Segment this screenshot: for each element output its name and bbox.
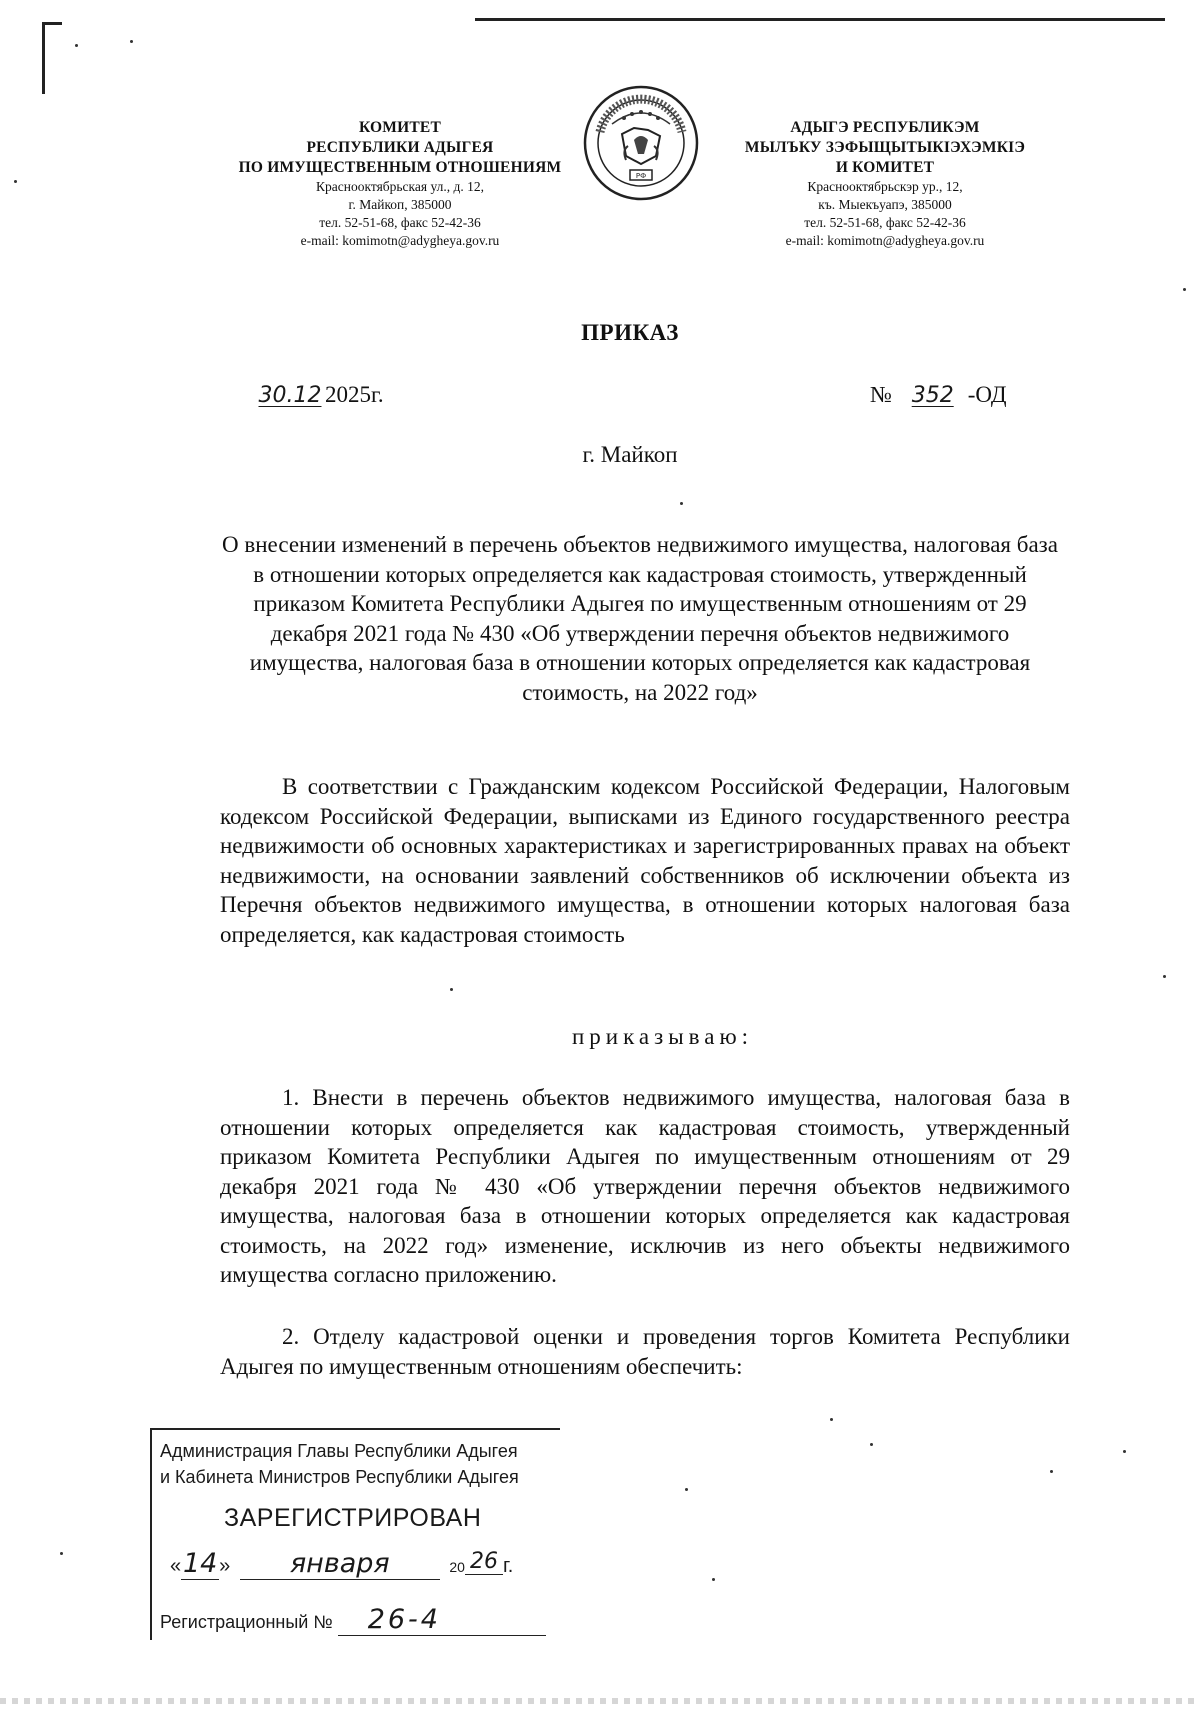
header-left-block: [210, 118, 590, 250]
item-1-paragraph: 1. Внести в перечень объектов недвижимого имущества, налоговая база в отношении которых определяется как кадастровая стоимость, утвержденный приказом Комитета Республики Адыгея по имущественным отношениям от 29 декабря 2021 года № 430 «Об утверждении перечня объектов недвижимого имущества, налоговая база в отношении которых определяется как кадастровая стоимость, на 2022 год» изменение, исключив из него объекты недвижимого имущества согласно приложению.: [220, 1085, 1070, 1287]
email-line: e-mail: komimotn@adygheya.gov.ru: [785, 233, 985, 248]
handwritten-number: 352: [911, 383, 954, 408]
registration-label: Регистрационный №: [160, 1612, 333, 1632]
coat-of-arms-icon: [582, 84, 700, 202]
document-date: [255, 382, 384, 408]
stamp-org-line: и Кабинета Министров Республики Адыгея: [160, 1467, 519, 1487]
stamp-org-line: Администрация Главы Республики Адыгея: [160, 1441, 518, 1461]
org-name-line: АДЫГЭ РЕСПУБЛИКЭМ: [790, 119, 980, 136]
document-subject: О внесении изменений в перечень объектов недвижимого имущества, налоговая база в отношении которых определяется как кадастровая стоимость, утвержденный приказом Комитета Республики Адыгея по имущественным отношениям от 29 декабря 2021 года № 430 «Об утверждении перечня объектов недвижимого имущества, налоговая база в отношении которых определяется как кадастровая стоимость, на 2022 год»: [222, 532, 1058, 705]
org-name-line: И КОМИТЕТ: [835, 159, 935, 176]
org-name-line: ПО ИМУЩЕСТВЕННЫМ ОТНОШЕНИЯМ: [238, 159, 562, 176]
stamp-title: ЗАРЕГИСТРИРОВАН: [224, 1504, 482, 1532]
item-2-paragraph: 2. Отделу кадастровой оценки и проведения торгов Комитета Республики Адыгея по имущественным отношениям обеспечить:: [220, 1324, 1070, 1379]
city-line: г. Майкоп, 385000: [348, 197, 452, 212]
scan-border-line: [42, 22, 62, 25]
address-line: Краснооктябрьская ул., д. 12,: [316, 179, 484, 194]
scan-speck: [830, 1418, 833, 1421]
decree-word: приказываю:: [571, 1024, 754, 1049]
scan-speck: [1163, 975, 1166, 978]
email-line: e-mail: komimotn@adygheya.gov.ru: [300, 233, 500, 248]
header-right-block: [715, 118, 1055, 250]
org-name-line: КОМИТЕТ: [358, 119, 441, 136]
year-unit: г.: [502, 1555, 514, 1577]
scan-border-line: [42, 24, 45, 94]
scan-speck: [1183, 288, 1186, 291]
scan-speck: [870, 1443, 873, 1446]
handwritten-day: 14: [182, 1548, 218, 1579]
phone-line: тел. 52-51-68, факс 52-42-36: [319, 215, 481, 230]
stamp-date: [170, 1548, 550, 1580]
scan-speck: [1050, 1470, 1053, 1473]
document-city: г. Майкоп: [582, 442, 678, 467]
scan-speck: [1123, 1450, 1126, 1453]
number-sign: №: [870, 382, 892, 407]
date-year: 2025г.: [325, 382, 384, 407]
handwritten-year: 26: [465, 1549, 503, 1575]
quote-close: »: [219, 1555, 231, 1577]
document-title: ПРИКАЗ: [581, 320, 679, 345]
scan-speck: [680, 502, 683, 505]
scan-speck: [685, 1488, 688, 1491]
scan-border-line: [475, 18, 1165, 21]
svg-text:РФ: РФ: [635, 172, 647, 180]
document-number: [870, 382, 1007, 408]
scan-speck: [14, 180, 17, 183]
stamp-registration-line: [160, 1604, 546, 1636]
org-name-line: МЫЛЪКУ ЗЭФЫЩЫТЫКІЭХЭМКІЭ: [744, 139, 1026, 156]
scan-speck: [130, 40, 133, 43]
year-prefix: 20: [449, 1559, 465, 1575]
number-suffix: -ОД: [967, 382, 1007, 407]
scan-speck: [60, 1552, 63, 1555]
org-name-line: РЕСПУБЛИКИ АДЫГЕЯ: [306, 139, 494, 156]
scan-bottom-edge: [0, 1698, 1200, 1704]
phone-line: тел. 52-51-68, факс 52-42-36: [804, 215, 966, 230]
handwritten-month: января: [240, 1548, 440, 1580]
scan-speck: [75, 44, 78, 47]
handwritten-date: 30.12: [258, 383, 322, 408]
address-line: Краснооктябрьскэр ур., 12,: [807, 179, 963, 194]
stamp-org-text: [160, 1438, 519, 1490]
preamble-paragraph: В соответствии с Гражданским кодексом Российской Федерации, Налоговым кодексом Российской Федерации, выписками из Единого государственного реестра недвижимости об основных характеристиках и зарегистрированных правах на объект недвижимости, на основании заявлений собственников об исключении объекта из Перечня объектов недвижимого имущества, в отношении которых налоговая база определяется, как кадастровая стоимость: [220, 774, 1070, 947]
quote-open: «: [170, 1555, 182, 1577]
scan-speck: [712, 1578, 715, 1581]
registration-stamp: [150, 1428, 560, 1640]
scan-speck: [450, 988, 453, 991]
city-line: къ. Мыекъуапэ, 385000: [818, 197, 952, 212]
handwritten-registration-number: 26-4: [338, 1604, 546, 1636]
